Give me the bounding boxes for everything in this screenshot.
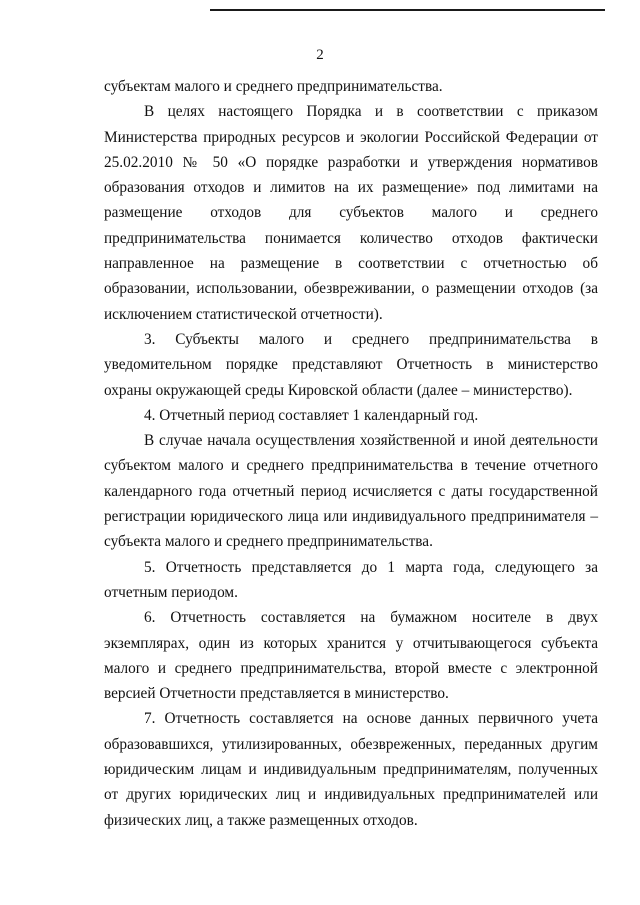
page-number: 2 (316, 47, 324, 63)
paragraph-continuation: субъектам малого и среднего предпринимательства. (104, 78, 443, 95)
paragraph-item-6: 6. Отчетность составляется на бумажном носителе в двух экземплярах, один из которых хранится у отчитывающегося субъекта малого и среднего предпринимательства, второй вместе с электронной версией Отчетности представляется в министерство. (104, 609, 598, 703)
paragraph-item-4: 4. Отчетный период составляет 1 календарный год. (144, 406, 479, 424)
paragraph-reporting-start: В случае начала осуществления хозяйственной и иной деятельности субъектом малого и среднего предпринимательства в течение отчетного календарного года отчетный период исчисляется с даты государственной регистрации юридического лица или индивидуального предпринимателя – субъекта малого и среднего предпринимательства. (104, 432, 598, 551)
top-rule (210, 9, 605, 11)
paragraph-limits-definition: В целях настоящего Порядка и в соответствии с приказом Министерства природных ресурсов и экологии Российской Федерации от 25.02.2010 № 50 «О порядке разработки и утверждения нормативов образования отходов и лимитов на их размещение» под лимитами на размещение отходов для субъектов малого и среднего предпринимательства понимается количество отходов фактически направленное на размещение в соответствии с отчетностью об образовании, использовании, обезвреживании, о размещении отходов (за исключением статистической отчетности). (104, 103, 598, 323)
paragraph-item-5: 5. Отчетность представляется до 1 марта года, следующего за отчетным периодом. (104, 558, 598, 601)
paragraph-item-7: 7. Отчетность составляется на основе данных первичного учета образовавшихся, утилизированных, обезвреженных, переданных другим юридическим лицам и индивидуальным предпринимателям, полученных от других юридических лиц и индивидуальных предпринимателей или физических лиц, а также размещенных отходов. (104, 710, 598, 829)
paragraph-item-3: 3. Субъекты малого и среднего предпринимательства в уведомительном порядке представляют Отчетность в министерство охраны окружающей среды Кировской области (далее – министерство). (104, 330, 598, 399)
document-body (104, 74, 598, 833)
